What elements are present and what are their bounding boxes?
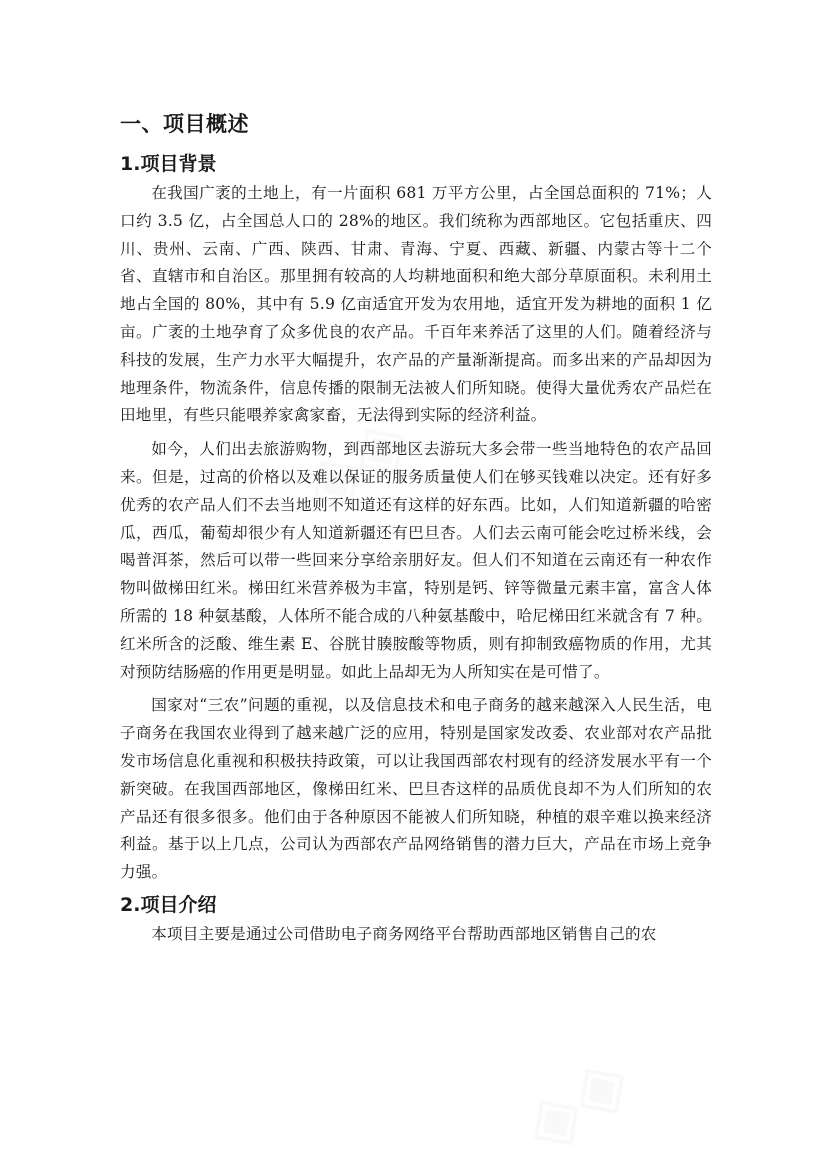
paragraph: 本项目主要是通过公司借助电子商务网络平台帮助西部地区销售自己的农 <box>151 924 657 943</box>
paragraph: 在我国广袤的土地上，有一片面积 681 万平方公里，占全国总面积的 71%；人口约 3.5 亿，占全国总人口的 28%的地区。我们统称为西部地区。它包括重庆、四川、贵州、云南、广西、陕西、甘肃、青海、宁夏、西藏、新疆、内蒙古等十二个省、直辖市和自治区。那里拥有较高的人均耕地面积和绝大部分草原面积。未利用土地占全国的 80%，其中有 5.9 亿亩适宜开发为农用地，适宜开发为耕地的面积 1 亿亩。广袤的土地孕育了众多优良的农产品。千百年来养活了这里的人们。随着经济与科技的发展，生产力水平大幅提升，农产品的产量渐渐提高。而多出来的产品却因为地理条件，物流条件，信息传播的限制无法被人们所知晓。使得大量优秀农产品烂在田地里，有些只能喂养家禽家畜，无法得到实际的经济利益。 <box>120 184 712 425</box>
subsection-title: 1.项目背景 <box>120 153 217 175</box>
paragraph: 如今，人们出去旅游购物，到西部地区去游玩大多会带一些当地特色的农产品回来。但是，过高的价格以及难以保证的服务质量使人们在够买钱难以决定。还有好多优秀的农产品人们不去当地则不知道还有这样的好东西。比如，人们知道新疆的哈密瓜，西瓜，葡萄却很少有人知道新疆还有巴旦杏。人们去云南可能会吃过桥米线，会喝普洱茶，然后可以带一些回来分享给亲朋好友。但人们不知道在云南还有一种农作物叫做梯田红米。梯田红米营养极为丰富，特别是钙、锌等微量元素丰富，富含人体所需的 18 种氨基酸，人体所不能合成的八种氨基酸中，哈尼梯田红米就含有 7 种。红米所含的泛酸、维生素 E、谷胱甘腠胺酸等物质，则有抑制致癌物质的作用，尤其对预防结肠癌的作用更是明显。如此上品却无为人所知实在是可惜了。 <box>120 440 712 681</box>
subsection-title: 2.项目介绍 <box>120 893 217 916</box>
watermark <box>506 1036 645 1168</box>
section-title: 一、项目概述 <box>120 112 249 136</box>
document-body <box>120 106 712 949</box>
paragraph: 国家对“三农”问题的重视，以及信息技术和电子商务的越来越深入人民生活，电子商务在我国农业得到了越来越广泛的应用，特别是国家发改委、农业部对农产品批发市场信息化重视和积极扶持政策，可以让我国西部农村现有的经济发展水平有一个新突破。在我国西部地区，像梯田红米、巴旦杏这样的品质优良却不为人们所知的农产品还有很多很多。他们由于各种原因不能被人们所知晓，种植的艰辛难以换来经济利益。基于以上几点，公司认为西部农产品网络销售的潜力巨大，产品在市场上竞争力强。 <box>120 696 712 882</box>
